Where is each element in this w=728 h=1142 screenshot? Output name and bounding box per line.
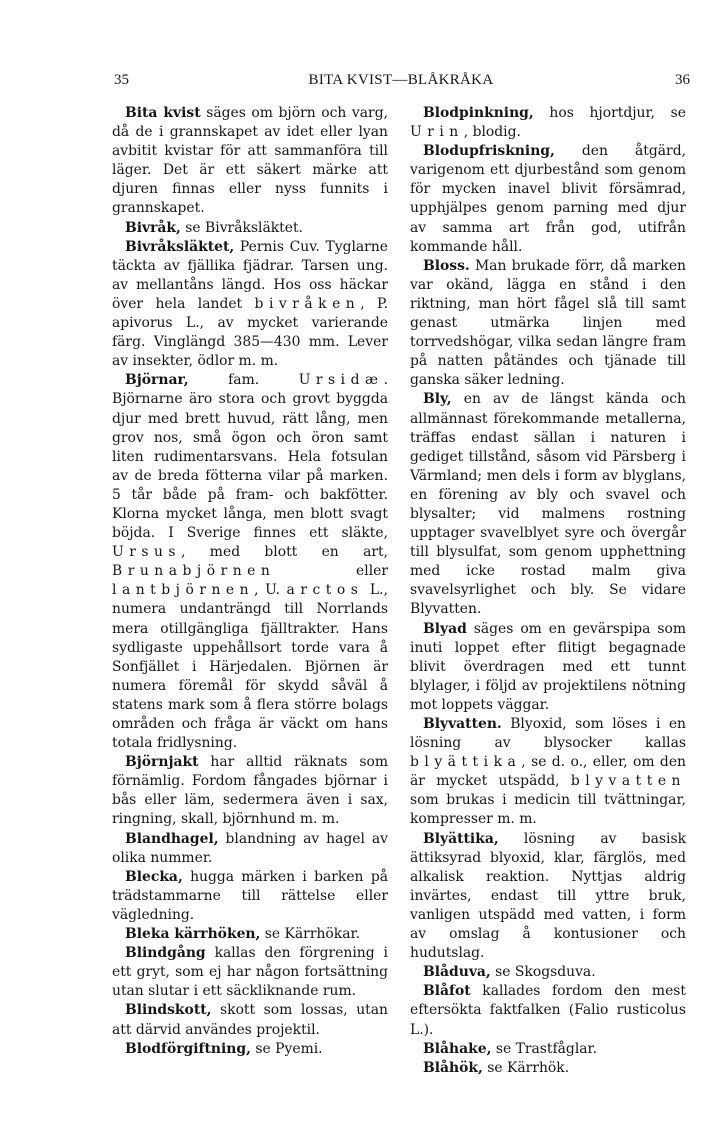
dictionary-entry xyxy=(112,104,388,219)
page-number-right: 36 xyxy=(675,72,690,88)
entry-text: . Björnarne äro stora och grovt byggda djur med brett huvud, rätt lång, men grov nos, små ögon och öron samt liten rudimentarsvans. Hela fotsulan av de breda fötterna vilar på marken. 5 tår både på fram- och bakfötter. Klorna mycket långa, men blott svagt böjda. I Sverige finnes ett släkte, xyxy=(112,372,388,542)
entry-text: , blodig. xyxy=(463,124,521,141)
dictionary-entry xyxy=(410,390,686,619)
running-header xyxy=(112,72,690,94)
dictionary-entry xyxy=(410,963,686,982)
dictionary-entry xyxy=(410,257,686,391)
dictionary-entry xyxy=(112,371,388,753)
entry-headword: Blindgång xyxy=(125,945,206,962)
entry-text: , P. apivorus L., av mycket varierande färg. Vinglängd 385—430 mm. Lever av insekter, ödlor m. m. xyxy=(112,295,388,370)
dictionary-entry xyxy=(112,925,388,944)
entry-text: har alltid räknats som förnämlig. Fordom fångades björnar i bås eller läm, sedermera även i sax, ringning, skall, björnhund m. m. xyxy=(112,754,388,828)
left-column xyxy=(112,104,388,1059)
entry-text: kallas den förgrening i ett gryt, som ej har någon fortsättning utan slutar i ett säckliknande rum. xyxy=(112,945,388,1000)
entry-headword: Blåhök, xyxy=(423,1059,483,1076)
entry-text: se Kärrhökar. xyxy=(260,926,360,943)
dictionary-entry xyxy=(112,1040,388,1059)
entry-text: säges om björn och varg, då de i grannskapet av idet eller lyan avbitit kvistar för att sammanföra till läger. Det är ett säkert märke att djuren finnas eller nyss funnits i grannskapet. xyxy=(112,105,388,217)
dictionary-entry xyxy=(410,982,686,1039)
spaced-term: arctos xyxy=(286,582,364,599)
dictionary-entry xyxy=(410,142,686,257)
spaced-term: bivråken xyxy=(254,295,361,312)
entry-headword: Blodupfriskning, xyxy=(423,143,555,160)
entry-text: se Kärrhök. xyxy=(482,1059,570,1076)
dictionary-entry xyxy=(112,944,388,1001)
dictionary-entry xyxy=(410,1059,686,1078)
entry-headword: Blyvatten. xyxy=(423,716,502,732)
entry-headword: Blecka, xyxy=(125,868,183,885)
entry-headword: Bivråk, xyxy=(125,219,181,236)
entry-headword: Bleka kärrhöken, xyxy=(125,926,261,943)
entry-text: se Bivråksläktet. xyxy=(180,219,303,236)
spaced-term: Brunabjörnen xyxy=(112,563,276,580)
entry-text: hugga märken i barken på trädstammarne till rättelse eller vägledning. xyxy=(112,868,388,923)
entry-headword: Blåduva, xyxy=(423,964,491,981)
entry-headword: Blodpinkning, xyxy=(423,105,534,121)
entry-text: som brukas i medicin till tvättningar, kompresser m. m. xyxy=(410,792,686,828)
dictionary-entry xyxy=(112,238,388,372)
dictionary-entry xyxy=(112,1001,388,1039)
entry-text: se Pyemi. xyxy=(250,1040,323,1057)
entry-text: skott som lossas, utan att därvid användes projektil. xyxy=(112,1002,388,1038)
entry-text: , se d. o., eller, om den är mycket utspädd, xyxy=(410,754,686,790)
entry-headword: Blodförgiftning, xyxy=(125,1040,251,1057)
dictionary-entry xyxy=(410,1040,686,1059)
entry-text: Man brukade förr, då marken var okänd, lägga en stånd i den riktning, man hört fågel slå till samt genast utmärka linjen med torrvedshögar, vilka sedan längre fram på natten påtändes och tjänade till ganska säker ledning. xyxy=(410,257,686,389)
entry-text: kallades fordom den mest eftersökta faktfalken (Falio rusticolus L.). xyxy=(410,983,686,1038)
entry-headword: Blåhake, xyxy=(423,1040,492,1057)
dictionary-entry xyxy=(112,868,388,925)
spaced-term: Ursus xyxy=(112,544,182,561)
entry-headword: Bivråksläktet, xyxy=(125,238,235,255)
dictionary-entry xyxy=(112,830,388,868)
entry-text: fam. xyxy=(188,372,299,389)
entry-text: blandning av hagel av olika nummer. xyxy=(112,830,388,866)
entry-text: säges om en gevärspipa som inuti loppet efter flitigt begagnade blivit överdragen med ett tunnt blylager, i följd av projektilens nötning mot loppets väggar. xyxy=(410,620,686,713)
entry-text: , med blott en art, xyxy=(181,544,388,561)
dictionary-entry xyxy=(112,219,388,238)
spaced-term: lantbjörnen xyxy=(112,582,255,599)
running-title: BITA KVIST—BLÅKRÅKA xyxy=(308,72,494,88)
entry-headword: Blindskott, xyxy=(125,1002,212,1019)
entry-headword: Blyad xyxy=(423,620,467,637)
entry-text: , U. xyxy=(254,582,287,599)
dictionary-entry xyxy=(112,753,388,829)
entry-headword: Blandhagel, xyxy=(125,830,219,847)
spaced-term: blyättika xyxy=(410,754,522,771)
entry-headword: Bloss. xyxy=(423,257,470,274)
spaced-term: Urin xyxy=(410,124,464,141)
entry-text: lösning av basisk ättiksyrad blyoxid, klar, färglös, med alkalisk reaktion. Nyttjas aldrig invärtes, endast till yttre bruk, vanligen utspädd med vatten, i form av omslag å kontusioner och hudutslag. xyxy=(410,830,686,962)
dictionary-entry xyxy=(410,830,686,964)
entry-text: eller xyxy=(275,563,388,580)
entry-text: den åtgärd, varigenom ett djurbestånd som genom för mycken inavel blivit försämrad, upphjälpes genom parning med djur av samma art från god, utifrån kommande håll. xyxy=(410,143,686,255)
entry-headword: Björnar, xyxy=(125,372,189,389)
entry-text: hos hjortdjur, se xyxy=(533,105,686,121)
entry-headword: Blyättika, xyxy=(423,830,499,847)
dictionary-entry xyxy=(410,715,686,830)
entry-text: se Skogsduva. xyxy=(490,964,596,981)
entry-text: en av de längst kända och allmännast förekommande metallerna, träffas endast sällan i naturen i gediget tillstånd, såsom vid Pärsberg i Värmland; men dels i form av blyglans, en förening av bly och svavel och blysalter; vid malmens rostning upptager svavelblyet syre och övergår till blysulfat, som genom upphettning med icke rostad malm giva svavelsyrlighet och bly. Se vidare Blyvatten. xyxy=(410,391,686,618)
page-number-left: 35 xyxy=(114,72,129,88)
dictionary-entry xyxy=(410,620,686,715)
entry-headword: Björnjakt xyxy=(125,754,199,771)
entry-text: Pernis Cuv. Tyglarne täckta av fjällika fjädrar. Tarsen ung. av mellantåns längd. Hos oss häckar över hela landet xyxy=(112,238,388,312)
entry-text: L., numera undanträngd till Norrlands mera otillgängliga fjälltrakter. Hans sydligaste uppehållsort torde vara å Sonfjället i Härjedalen. Björnen är numera föremål för skydd såväl å statens mark som å flera större bolags områden och fråga är väckt om hans totala fridlysning. xyxy=(112,582,388,752)
entry-headword: Bita kvist xyxy=(125,105,201,121)
entry-text: Blyoxid, som löses i en lösning av blysocker kallas xyxy=(410,716,686,752)
right-column xyxy=(410,104,686,1078)
entry-text: se Trastfåglar. xyxy=(491,1040,598,1057)
spaced-term: blyvatten xyxy=(570,773,686,790)
entry-headword: Bly, xyxy=(423,391,452,408)
entry-headword: Blåfot xyxy=(423,983,471,1000)
spaced-term: Ursidæ xyxy=(298,372,384,389)
dictionary-entry xyxy=(410,104,686,142)
